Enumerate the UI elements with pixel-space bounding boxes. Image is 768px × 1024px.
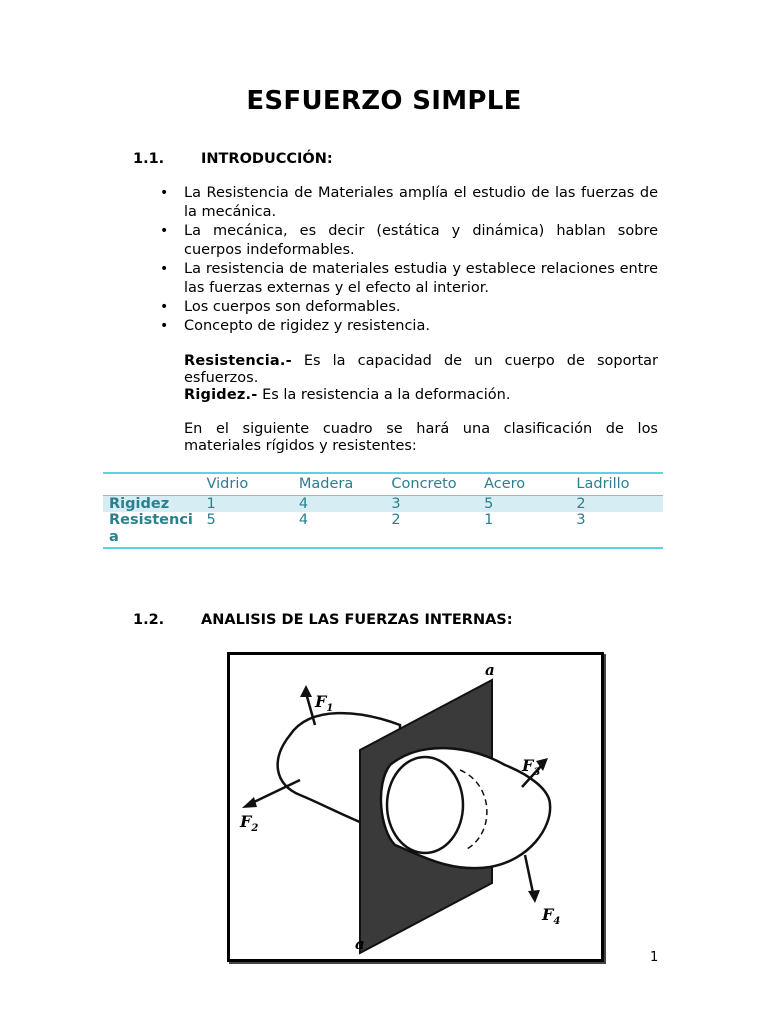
body-cut-by-plane-illustration bbox=[230, 655, 601, 959]
section-title: INTRODUCCIÓN: bbox=[201, 151, 333, 167]
page-title: ESFUERZO SIMPLE bbox=[246, 86, 522, 116]
table-cell: 5 bbox=[206, 512, 216, 528]
definition-text-rigidez: Es la resistencia a la deformación. bbox=[257, 387, 511, 403]
page-number: 1 bbox=[650, 950, 659, 965]
table-cell: 5 bbox=[484, 495, 494, 512]
table-header-row bbox=[103, 473, 663, 495]
section-number: 1.1. bbox=[133, 151, 165, 167]
table-intro-paragraph: En el siguiente cuadro se hará una clasificación de los materiales rígidos y resistentes: bbox=[184, 421, 658, 454]
section-heading-introduccion bbox=[133, 151, 333, 167]
section-heading-fuerzas-internas bbox=[133, 612, 513, 628]
list-item: • La resistencia de materiales estudia y establece relaciones entre las fuerzas externas y el efecto al interior. bbox=[160, 261, 658, 296]
table-cell: 4 bbox=[298, 512, 309, 528]
cut-section-ellipse bbox=[387, 757, 463, 853]
intro-bullet-list bbox=[160, 184, 658, 336]
column-header: Concreto bbox=[391, 476, 457, 492]
definition-term-resistencia: Resistencia.- bbox=[184, 353, 292, 369]
column-header: Vidrio bbox=[206, 476, 249, 492]
force-f2-arrowhead bbox=[242, 797, 257, 808]
force-f4-arrowhead bbox=[528, 890, 540, 903]
column-header: Ladrillo bbox=[576, 476, 630, 492]
plane-label-top: a bbox=[485, 661, 495, 679]
force-f3-label: $F_3$ bbox=[522, 756, 541, 778]
force-f4-arrow bbox=[525, 855, 533, 893]
list-item: • La mecánica, es decir (estática y dinámica) hablan sobre cuerpos indeformables. bbox=[160, 223, 658, 258]
column-header: Madera bbox=[298, 476, 354, 492]
materials-table bbox=[103, 472, 663, 549]
bullet-icon: • bbox=[160, 261, 169, 277]
definitions-paragraph bbox=[184, 353, 658, 404]
definition-term-rigidez: Rigidez.- bbox=[184, 387, 258, 403]
plane-label-bottom: a bbox=[355, 935, 365, 953]
internal-forces-figure bbox=[227, 652, 604, 962]
bullet-icon: • bbox=[160, 318, 169, 334]
force-f1-label: $F_1$ bbox=[315, 692, 334, 714]
table-cell: 2 bbox=[391, 512, 401, 528]
table-cell: 3 bbox=[576, 512, 586, 528]
table-cell: 4 bbox=[298, 495, 309, 512]
section-title: ANALISIS DE LAS FUERZAS INTERNAS: bbox=[201, 612, 513, 628]
list-item: • La Resistencia de Materiales amplía el estudio de las fuerzas de la mecánica. bbox=[160, 185, 658, 220]
table-cell: 1 bbox=[484, 512, 494, 528]
table-row bbox=[103, 495, 663, 512]
table-cell: 3 bbox=[391, 495, 401, 512]
table-row bbox=[103, 512, 663, 548]
bullet-icon: • bbox=[160, 299, 169, 315]
column-header: Acero bbox=[484, 476, 526, 492]
list-item: • Los cuerpos son deformables. bbox=[160, 299, 401, 315]
row-header: Resistencia bbox=[109, 512, 193, 545]
row-header: Rigidez bbox=[109, 495, 170, 512]
table-cell: 1 bbox=[206, 495, 216, 512]
definition-text-resistencia: Es la capacidad de un cuerpo de soportar esfuerzos. bbox=[184, 353, 658, 386]
table-cell: 2 bbox=[576, 495, 586, 512]
force-f1-arrowhead bbox=[300, 685, 312, 697]
list-item: • Concepto de rigidez y resistencia. bbox=[160, 318, 430, 334]
section-number: 1.2. bbox=[133, 612, 165, 628]
force-f2-label: $F_2$ bbox=[240, 812, 259, 834]
bullet-icon: • bbox=[160, 223, 169, 239]
bullet-icon: • bbox=[160, 185, 169, 201]
force-f4-label: $F_4$ bbox=[542, 905, 561, 927]
